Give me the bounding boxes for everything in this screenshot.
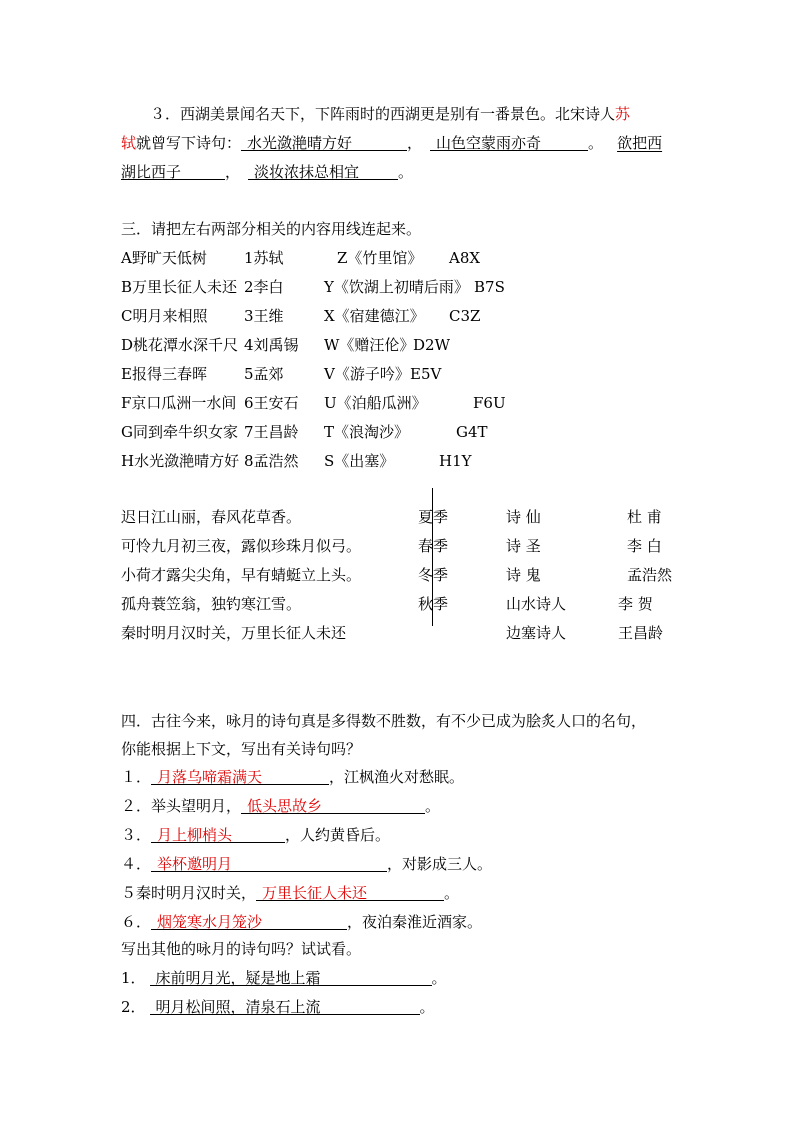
section3-cell-a: D桃花潭水深千尺 (121, 336, 239, 354)
section3-cell-d: E5V (410, 365, 442, 383)
section3-cell-b: 6王安石 (244, 394, 299, 412)
item-rest: 。 (444, 884, 460, 902)
section3-cell-b: 7王昌龄 (244, 423, 299, 441)
verse-item: 小荷才露尖尖角，早有蜻蜓立上头。 (121, 566, 362, 584)
answer-text-3a: 欲把西 (617, 134, 663, 152)
intro-number: ３． (150, 105, 181, 123)
answer-blank-1 (241, 133, 407, 151)
section3-cell-a: G同到牵牛织女家 (121, 423, 238, 441)
section4-title-1: 四．古往今来，咏月的诗句真是多得数不胜数，有不少已成为脍炙人口的名句， (121, 712, 647, 730)
section3-cell-a: B万里长征人未还 (121, 278, 238, 296)
section3-cell-a: A野旷天低树 (121, 249, 207, 267)
item-number: 1． (121, 969, 146, 987)
answer-blank-2 (430, 133, 588, 151)
section3-cell-a: E报得三春晖 (121, 365, 207, 383)
intro-line-3 (121, 162, 413, 182)
section3-cell-c: X《宿建德江》 (324, 307, 425, 325)
poet-name-item: 孟浩然 (627, 566, 673, 584)
section3-cell-b: 3王维 (244, 307, 284, 325)
item-number: ５ (121, 884, 137, 902)
season-item: 冬季 (418, 566, 449, 584)
section3-cell-d: F6U (473, 394, 506, 412)
answer-blank-3 (121, 162, 225, 180)
item-rest: ，夜泊秦淮近酒家。 (347, 913, 483, 931)
section4-title-2: 你能根据上下文，写出有关诗句吗？ (121, 740, 362, 758)
section4-prompt: 写出其他的咏月的诗句吗？试试看。 (121, 940, 362, 958)
season-item: 夏季 (418, 508, 449, 526)
item-prefix: 秦时明月汉时关， (136, 884, 257, 902)
item-number: ４． (121, 855, 152, 873)
item-number: 2． (121, 998, 146, 1016)
section3-title: 三．请把左右两部分相关的内容用线连起来。 (121, 220, 422, 238)
section3-cell-b: 5孟郊 (244, 365, 284, 383)
extra-poem-item (121, 968, 447, 988)
answer-text: 月上柳梢头 (157, 826, 233, 844)
intro-line-2 (121, 133, 662, 153)
item-number: ３． (121, 826, 152, 844)
section3-cell-d: D2W (413, 336, 450, 354)
intro-text-1: 西湖美景闻名天下，下阵雨时的西湖更是别有一番景色。北宋诗人 (180, 105, 616, 123)
verse-item: 迟日江山丽，春风花草香。 (121, 508, 302, 526)
section3-cell-d: H1Y (439, 452, 472, 470)
item-number: ２． (121, 797, 152, 815)
poet-title-item: 诗 鬼 (506, 566, 541, 584)
intro-line-1 (150, 104, 630, 124)
section3-cell-d: B7S (474, 278, 505, 296)
section3-cell-d: G4T (456, 423, 488, 441)
poet-name-part-1: 苏 (615, 105, 631, 123)
section3-cell-d: A8X (449, 249, 481, 267)
answer-text: 烟笼寒水月笼沙 (157, 913, 263, 931)
poet-name-item: 杜 甫 (627, 508, 662, 526)
intro-end: 。 (398, 163, 414, 181)
poem-item (121, 767, 464, 787)
section3-cell-c: V《游子吟》 (324, 365, 410, 383)
item-number: １． (121, 768, 152, 786)
item-rest: ，对影成三人。 (387, 855, 493, 873)
answer-text-2: 山色空蒙雨亦奇 (436, 134, 542, 152)
answer-text-3b: 湖比西子 (121, 163, 182, 181)
item-prefix: 举头望明月， (151, 797, 242, 815)
item-rest: 。 (425, 797, 441, 815)
poem-item (121, 912, 482, 932)
verse-item: 孤舟蓑笠翁，独钓寒江雪。 (121, 595, 302, 613)
answer-blank (151, 825, 285, 843)
poet-name-item: 李 贺 (618, 595, 653, 613)
item-rest: ，人约黄昏后。 (285, 826, 391, 844)
poet-title-item: 诗 圣 (506, 537, 541, 555)
poet-name-item: 李 白 (627, 537, 662, 555)
section3-cell-b: 1苏轼 (244, 249, 284, 267)
verse-item: 秦时明月汉时关，万里长征人未还 (121, 624, 347, 642)
answer-text: 万里长征人未还 (262, 884, 368, 902)
item-rest: 。 (419, 998, 435, 1016)
poet-name-item: 王昌龄 (618, 624, 664, 642)
section3-cell-c: T《浪淘沙》 (324, 423, 410, 441)
answer-blank (151, 767, 329, 785)
section3-cell-d: C3Z (449, 307, 481, 325)
section3-cell-c: Z《竹里馆》 (337, 249, 423, 267)
answer-text: 床前明月光，疑是地上霜 (155, 969, 321, 987)
section3-cell-a: H水光潋滟晴方好 (121, 452, 240, 470)
answer-text-4: 淡妆浓抹总相宜 (254, 163, 360, 181)
season-item: 秋季 (418, 595, 449, 613)
section3-cell-c: S《出塞》 (324, 452, 395, 470)
answer-text: 月落乌啼霜满天 (157, 768, 263, 786)
answer-text: 举杯邀明月 (157, 855, 233, 873)
poem-item (121, 854, 492, 874)
poet-title-item: 诗 仙 (506, 508, 541, 526)
section3-cell-c: Y《饮湖上初晴后雨》 (324, 278, 469, 296)
item-number: ６． (121, 913, 152, 931)
poem-item (121, 883, 459, 903)
answer-text: 低头思故乡 (247, 797, 323, 815)
poet-title-item: 山水诗人 (506, 595, 567, 613)
poet-name-part-2: 轼 (121, 134, 137, 152)
poet-title-item: 边塞诗人 (506, 624, 567, 642)
section3-cell-a: C明月来相照 (121, 307, 208, 325)
answer-blank-4 (248, 162, 398, 180)
sep-2: 。 (588, 134, 604, 152)
sep-1: ， (407, 134, 423, 152)
season-item: 春季 (418, 537, 449, 555)
answer-blank (150, 997, 420, 1015)
sep-3: ， (225, 163, 241, 181)
item-rest: ，江枫渔火对愁眠。 (329, 768, 465, 786)
answer-text-1: 水光潋滟晴方好 (247, 134, 353, 152)
extra-poem-item (121, 997, 435, 1017)
answer-text: 明月松间照，清泉石上流 (155, 998, 321, 1016)
section3-cell-b: 8孟浩然 (244, 452, 299, 470)
poem-item (121, 796, 440, 816)
section3-cell-c: U《泊船瓜洲》 (324, 394, 427, 412)
answer-blank (150, 968, 432, 986)
intro-text-2: 就曾写下诗句： (136, 134, 242, 152)
poem-item (121, 825, 390, 845)
section3-cell-b: 4刘禹锡 (244, 336, 299, 354)
section3-cell-b: 2李白 (244, 278, 284, 296)
item-rest: 。 (431, 969, 447, 987)
answer-blank (151, 854, 387, 872)
section3-cell-c: W《赠汪伦》 (324, 336, 415, 354)
answer-blank (256, 883, 444, 901)
verse-item: 可怜九月初三夜，露似珍珠月似弓。 (121, 537, 362, 555)
answer-blank (241, 796, 425, 814)
answer-blank (151, 912, 347, 930)
section3-cell-a: F京口瓜洲一水间 (121, 394, 237, 412)
